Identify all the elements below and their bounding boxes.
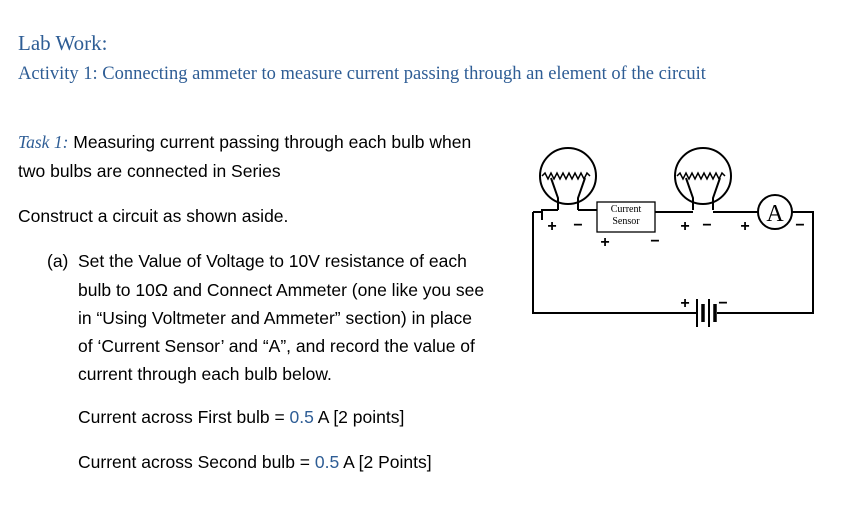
result-unit: A [2 points] [313, 407, 405, 427]
instruction-line: of ‘Current Sensor’ and “A”, and record the value of [78, 336, 475, 356]
bulb-2-icon [675, 148, 731, 210]
result-second-bulb [78, 452, 432, 473]
instruction-line: bulb to 10Ω and Connect Ammeter (one like you see [78, 280, 485, 300]
bulb-1-plus: + [547, 218, 557, 235]
task-line-1 [18, 132, 471, 153]
result-label: Current across First bulb = [78, 407, 290, 427]
task-text: Measuring current passing through each bulb when [73, 132, 472, 152]
battery-icon [697, 299, 715, 327]
activity-heading: Activity 1: Connecting ammeter to measure current passing through an element of the circuit [18, 64, 706, 84]
sensor-label-line2: Sensor [612, 216, 640, 227]
circuit-diagram [525, 140, 825, 355]
task-line-2: two bulbs are connected in Series [18, 161, 281, 181]
ammeter-label: A [766, 201, 784, 227]
sensor-plus: + [600, 234, 610, 251]
result-first-bulb [78, 407, 404, 428]
task-label: Task 1: [18, 132, 69, 152]
construct-instruction: Construct a circuit as shown aside. [18, 206, 289, 226]
result-value[interactable]: 0.5 [314, 452, 340, 472]
ammeter-minus: − [795, 217, 805, 234]
sensor-label-line1: Current [610, 204, 642, 215]
item-marker: (a) [47, 251, 69, 271]
bulb-2-minus: − [702, 217, 712, 234]
instruction-line: in “Using Voltmeter and Ammeter” section) in place [78, 308, 472, 328]
ammeter-plus: + [740, 218, 750, 235]
instruction-line: Set the Value of Voltage to 10V resistance of each [78, 251, 467, 271]
instruction-line: current through each bulb below. [78, 364, 332, 384]
bulb-1-minus: − [573, 217, 583, 234]
sensor-minus: − [650, 233, 660, 250]
battery-plus: + [680, 295, 690, 312]
result-label: Current across Second bulb = [78, 452, 315, 472]
bulb-2-plus: + [680, 218, 690, 235]
result-unit: A [2 Points] [339, 452, 432, 472]
battery-minus: − [718, 295, 728, 312]
page-title: Lab Work: [18, 31, 108, 55]
result-value[interactable]: 0.5 [289, 407, 314, 427]
